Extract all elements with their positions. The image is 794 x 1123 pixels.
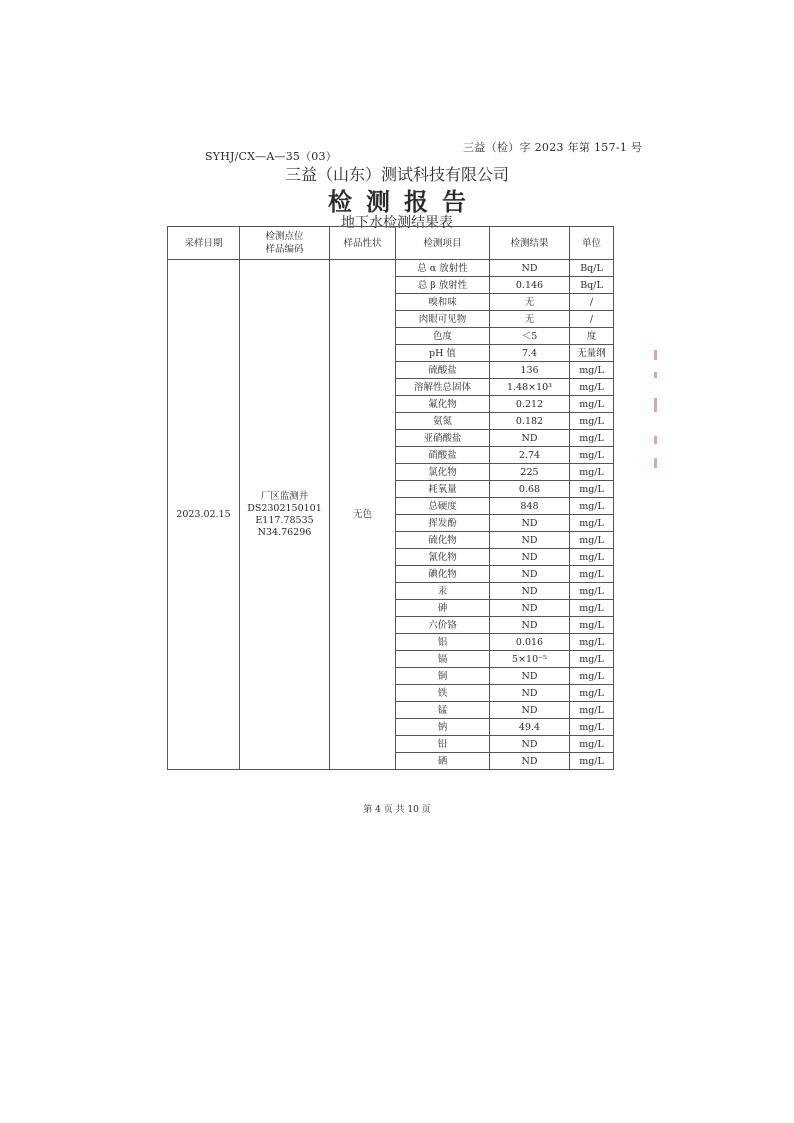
unit-cell: mg/L [570,753,614,770]
test-item-cell: pH 值 [396,345,490,362]
result-cell: ND [490,753,570,770]
result-cell: 5×10⁻⁵ [490,651,570,668]
unit-cell: mg/L [570,549,614,566]
document-title: 检测报告 [328,187,480,216]
unit-cell: mg/L [570,430,614,447]
test-item-cell: 挥发酚 [396,515,490,532]
test-item-cell: 氰化物 [396,549,490,566]
unit-cell: mg/L [570,651,614,668]
page-number: 第 4 页 共 10 页 [363,805,431,815]
test-item-cell: 碘化物 [396,566,490,583]
result-cell: 2.74 [490,447,570,464]
test-item-cell: 氨氮 [396,413,490,430]
result-cell: 0.016 [490,634,570,651]
test-item-cell: 色度 [396,328,490,345]
unit-cell: mg/L [570,481,614,498]
sampling-point-line: N34.76296 [257,526,312,538]
result-cell: ND [490,668,570,685]
result-cell: 1.48×10³ [490,379,570,396]
unit-cell: 无量纲 [570,345,614,362]
unit-cell: mg/L [570,396,614,413]
unit-cell: / [570,311,614,328]
sample-state-cell: 无色 [330,260,396,770]
test-item-cell: 总 α 放射性 [396,260,490,277]
test-item-cell: 铝 [396,634,490,651]
unit-cell: mg/L [570,719,614,736]
unit-cell: mg/L [570,515,614,532]
result-cell: ND [490,532,570,549]
unit-cell: mg/L [570,668,614,685]
table-body [168,260,614,770]
result-cell: ND [490,583,570,600]
result-cell: 0.146 [490,277,570,294]
results-table [167,226,614,770]
col-header-sampling-point-line: 样品编码 [265,244,304,255]
test-item-cell: 肉眼可见物 [396,311,490,328]
test-item-cell: 六价铬 [396,617,490,634]
result-cell: ND [490,600,570,617]
result-cell: ND [490,260,570,277]
sampling-point-line: E117.78535 [255,514,314,526]
col-header-sampling-point-text [240,230,329,256]
unit-cell: mg/L [570,617,614,634]
col-header-unit: 单位 [570,227,614,260]
test-item-cell: 砷 [396,600,490,617]
sampling-point-line: 厂区监测井 [260,490,309,502]
sampling-date-cell: 2023.02.15 [168,260,240,770]
unit-cell: mg/L [570,498,614,515]
result-cell: 0.68 [490,481,570,498]
test-item-cell: 硫化物 [396,532,490,549]
test-item-cell: 锰 [396,702,490,719]
test-item-cell: 硝酸盐 [396,447,490,464]
result-cell: ND [490,515,570,532]
unit-cell: mg/L [570,566,614,583]
col-header-sampling-point-line: 检测点位 [265,231,304,242]
form-code: SYHJ/CX—A—35（03） [205,150,337,163]
result-cell: ＜5 [490,328,570,345]
test-item-cell: 铁 [396,685,490,702]
margin-stamp-marks [654,350,662,470]
unit-cell: Bq/L [570,260,614,277]
test-item-cell: 总硬度 [396,498,490,515]
result-cell: ND [490,549,570,566]
result-cell: ND [490,736,570,753]
unit-cell: mg/L [570,464,614,481]
col-header-result: 检测结果 [490,227,570,260]
col-header-sampling-point [240,227,330,260]
unit-cell: mg/L [570,532,614,549]
result-cell: 无 [490,294,570,311]
table-row [168,260,614,277]
unit-cell: mg/L [570,447,614,464]
col-header-sample-state: 样品性状 [330,227,396,260]
unit-cell: mg/L [570,634,614,651]
test-item-cell: 嗅和味 [396,294,490,311]
test-item-cell: 汞 [396,583,490,600]
test-item-cell: 总 β 放射性 [396,277,490,294]
unit-cell: / [570,294,614,311]
result-cell: ND [490,566,570,583]
company-name: 三益（山东）测试科技有限公司 [284,165,509,184]
result-cell: 0.212 [490,396,570,413]
table-header-row [168,227,614,260]
result-cell: 7.4 [490,345,570,362]
unit-cell: Bq/L [570,277,614,294]
result-cell: 848 [490,498,570,515]
test-item-cell: 氯化物 [396,464,490,481]
report-number: 三益（检）字 2023 年第 157-1 号 [463,141,643,154]
test-item-cell: 铜 [396,668,490,685]
test-item-cell: 溶解性总固体 [396,379,490,396]
test-item-cell: 钠 [396,719,490,736]
unit-cell: mg/L [570,379,614,396]
unit-cell: mg/L [570,736,614,753]
col-header-sampling-date: 采样日期 [168,227,240,260]
result-cell: ND [490,617,570,634]
result-cell: ND [490,685,570,702]
test-item-cell: 镉 [396,651,490,668]
result-cell: 0.182 [490,413,570,430]
table-title: 地下水检测结果表 [341,215,453,231]
result-cell: ND [490,702,570,719]
unit-cell: 度 [570,328,614,345]
test-item-cell: 氟化物 [396,396,490,413]
unit-cell: mg/L [570,362,614,379]
col-header-test-item: 检测项目 [396,227,490,260]
test-item-cell: 硒 [396,753,490,770]
unit-cell: mg/L [570,685,614,702]
sampling-point-cell [240,260,330,770]
unit-cell: mg/L [570,702,614,719]
unit-cell: mg/L [570,413,614,430]
sampling-point-line: DS2302150101 [247,502,322,514]
unit-cell: mg/L [570,583,614,600]
test-item-cell: 亚硝酸盐 [396,430,490,447]
result-cell: 225 [490,464,570,481]
test-item-cell: 铅 [396,736,490,753]
result-cell: 49.4 [490,719,570,736]
test-item-cell: 耗氧量 [396,481,490,498]
result-cell: ND [490,430,570,447]
test-item-cell: 硫酸盐 [396,362,490,379]
result-cell: 136 [490,362,570,379]
result-cell: 无 [490,311,570,328]
unit-cell: mg/L [570,600,614,617]
